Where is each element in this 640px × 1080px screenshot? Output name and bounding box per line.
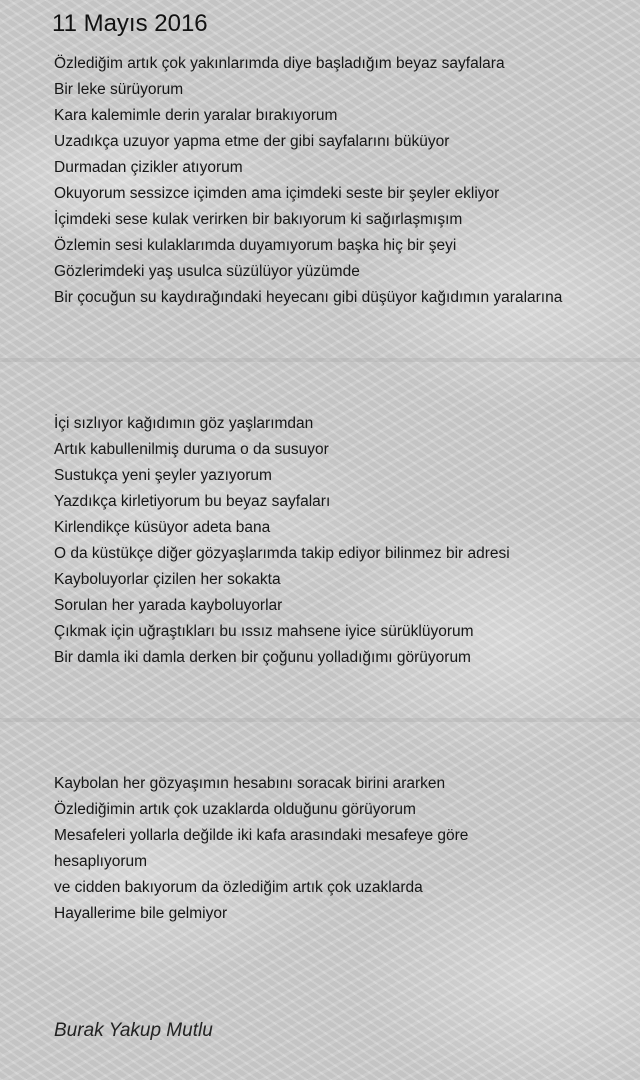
poem-line: Özlemin sesi kulaklarımda duyamıyorum başka hiç bir şeyi xyxy=(54,237,457,254)
poem-line: Kara kalemimle derin yaralar bırakıyorum xyxy=(54,107,338,124)
poem-line: Kirlendikçe küsüyor adeta bana xyxy=(54,519,271,536)
poem-line: Bir çocuğun su kaydırağındaki heyecanı gibi düşüyor kağıdımın yaralarına xyxy=(54,289,563,306)
poem-line: Kayboluyorlar çizilen her sokakta xyxy=(54,571,281,588)
poem-line: Sorulan her yarada kayboluyorlar xyxy=(54,597,283,614)
poem-line: hesaplıyorum xyxy=(54,853,148,870)
stanza-divider xyxy=(0,358,640,362)
poem-line: Özlediğimin artık çok uzaklarda olduğunu görüyorum xyxy=(54,801,416,818)
poem-title: 11 Mayıs 2016 xyxy=(52,10,208,37)
poem-line: Kaybolan her gözyaşımın hesabını soracak birini ararken xyxy=(54,775,446,792)
poem-line: Çıkmak için uğraştıkları bu ıssız mahsene iyice sürüklüyorum xyxy=(54,623,474,640)
poem-line: Yazdıkça kirletiyorum bu beyaz sayfaları xyxy=(54,493,331,510)
poem-line: İçimdeki sese kulak verirken bir bakıyorum ki sağırlaşmışım xyxy=(54,211,463,228)
stanza-2 xyxy=(54,411,634,671)
poem-line: Uzadıkça uzuyor yapma etme der gibi sayfalarını büküyor xyxy=(54,133,450,150)
stanza-3 xyxy=(54,771,634,927)
poem-line: Artık kabullenilmiş duruma o da susuyor xyxy=(54,441,329,458)
poem-line: ve cidden bakıyorum da özlediğim artık çok uzaklarda xyxy=(54,879,423,896)
poem-line: O da küstükçe diğer gözyaşlarımda takip ediyor bilinmez bir adresi xyxy=(54,545,510,562)
stanza-divider xyxy=(0,718,640,722)
poem-line: Mesafeleri yollarla değilde iki kafa arasındaki mesafeye göre xyxy=(54,827,469,844)
poem-author: Burak Yakup Mutlu xyxy=(54,1020,213,1041)
poem-line: Özlediğim artık çok yakınlarımda diye başladığım beyaz sayfalara xyxy=(54,55,505,72)
poem-line: Okuyorum sessizce içimden ama içimdeki seste bir şeyler ekliyor xyxy=(54,185,500,202)
poem-line: Gözlerimdeki yaş usulca süzülüyor yüzümde xyxy=(54,263,360,280)
stanza-1 xyxy=(54,51,634,311)
poem-line: Durmadan çizikler atıyorum xyxy=(54,159,243,176)
poem-line: Hayallerime bile gelmiyor xyxy=(54,905,228,922)
poem-line: Bir leke sürüyorum xyxy=(54,81,184,98)
poem-line: İçi sızlıyor kağıdımın göz yaşlarımdan xyxy=(54,415,314,432)
poem-line: Bir damla iki damla derken bir çoğunu yolladığımı görüyorum xyxy=(54,649,471,666)
poem-line: Sustukça yeni şeyler yazıyorum xyxy=(54,467,272,484)
